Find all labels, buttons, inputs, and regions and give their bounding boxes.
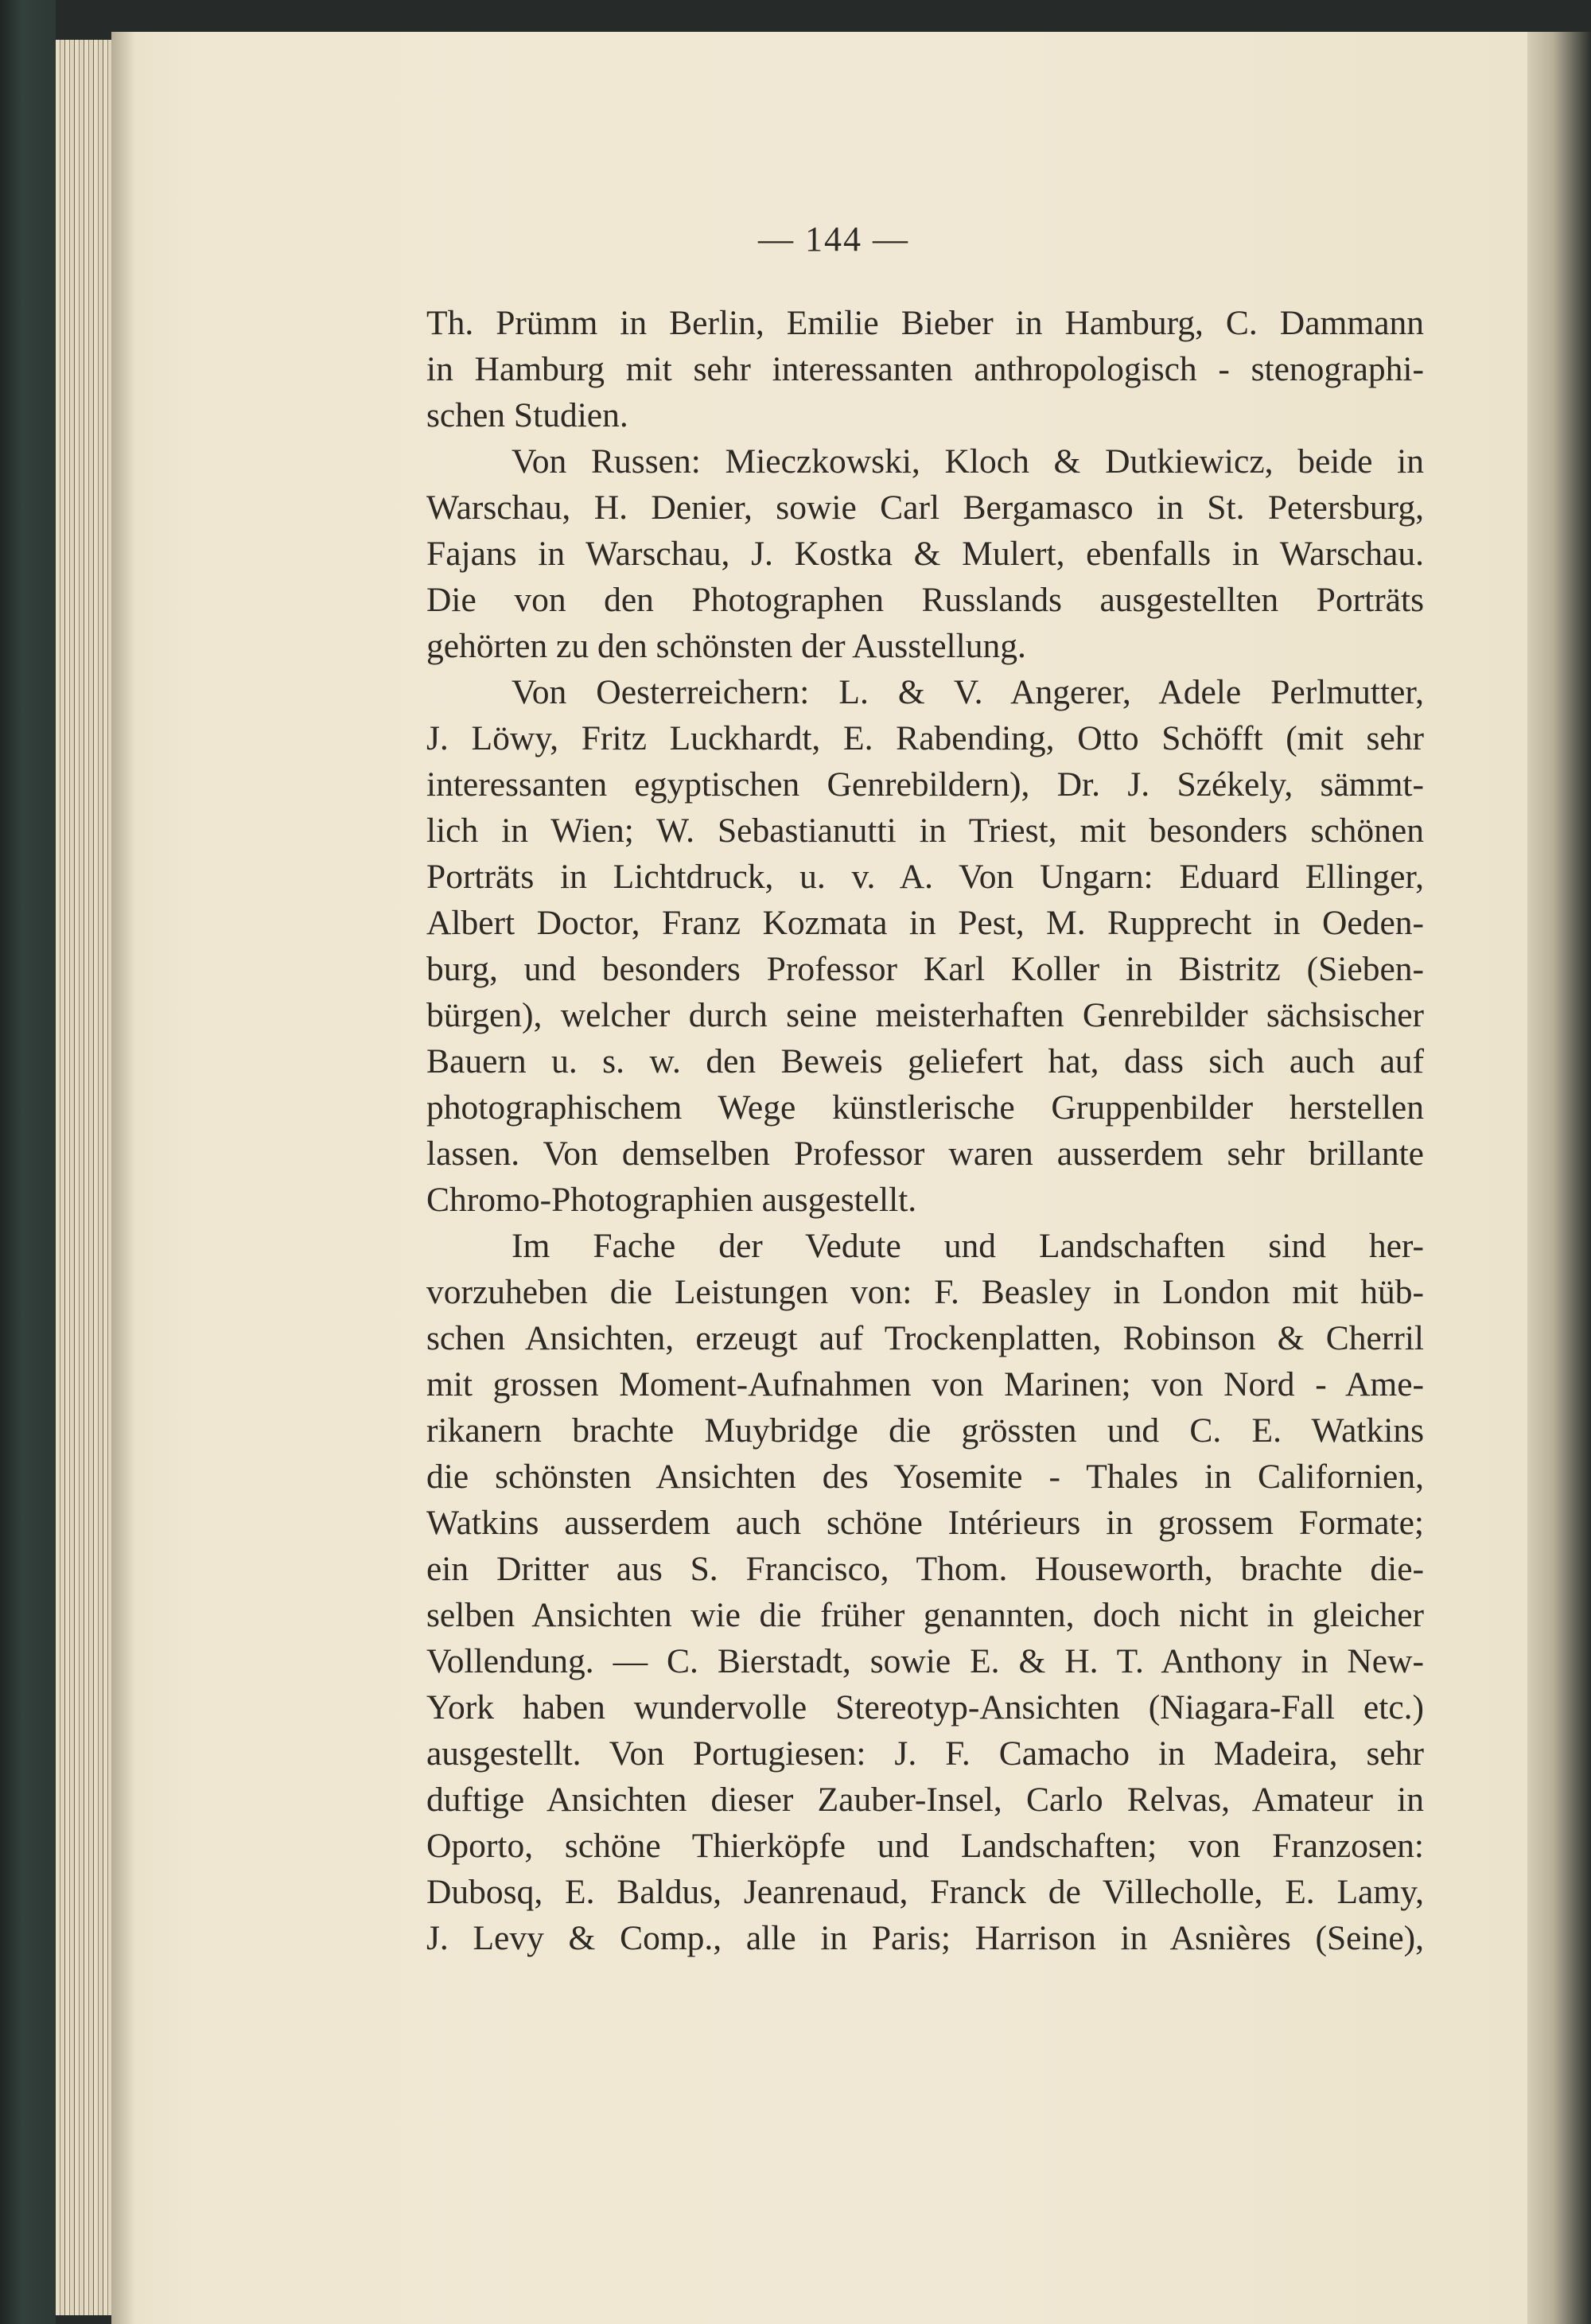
text-line: Albert Doctor, Franz Kozmata in Pest, M. Rupprecht in Oeden- <box>426 904 1424 942</box>
text-line: lassen. Von demselben Professor waren ausserdem sehr brillante <box>426 1135 1424 1173</box>
text-line: duftige Ansichten dieser Zauber-Insel, Carlo Relvas, Amateur in <box>426 1781 1424 1819</box>
page-right-edge <box>1527 32 1591 2324</box>
page-stack-edge <box>56 40 111 2315</box>
text-line: die schönsten Ansichten des Yosemite - Thales in Californien, <box>426 1458 1424 1496</box>
text-line: photographischem Wege künstlerische Gruppenbilder herstellen <box>426 1088 1424 1127</box>
text-line: lich in Wien; W. Sebastianutti in Triest, mit besonders schönen <box>426 812 1424 850</box>
text-line: Warschau, H. Denier, sowie Carl Bergamasco in St. Petersburg, <box>426 489 1424 527</box>
text-line: ein Dritter aus S. Francisco, Thom. Houseworth, brachte die- <box>426 1550 1424 1588</box>
text-line: selben Ansichten wie die früher genannten, doch nicht in gleicher <box>426 1596 1424 1634</box>
text-line: Im Fache der Vedute und Landschaften sind her- <box>512 1227 1424 1265</box>
text-line: Porträts in Lichtdruck, u. v. A. Von Ungarn: Eduard Ellinger, <box>426 858 1424 896</box>
text-line: J. Levy & Comp., alle in Paris; Harrison in Asnières (Seine), <box>426 1919 1424 1957</box>
text-line: interessanten egyptischen Genrebildern), Dr. J. Székely, sämmt- <box>426 765 1424 804</box>
text-line: Vollendung. — C. Bierstadt, sowie E. & H. T. Anthony in New- <box>426 1642 1424 1680</box>
page-number <box>0 219 1591 259</box>
text-line: Dubosq, E. Baldus, Jeanrenaud, Franck de Villecholle, E. Lamy, <box>426 1873 1424 1911</box>
body-text <box>426 300 1424 1961</box>
text-line: bürgen), welcher durch seine meisterhaften Genrebilder sächsischer <box>426 996 1424 1034</box>
text-line: rikanern brachte Muybridge die grössten und C. E. Watkins <box>426 1411 1424 1450</box>
book-cover-edge <box>0 0 56 2324</box>
text-line: in Hamburg mit sehr interessanten anthropologisch - stenographi- <box>426 350 1424 388</box>
text-line: Watkins ausserdem auch schöne Intérieurs in grossem Formate; <box>426 1504 1424 1542</box>
text-line: Chromo-Photographien ausgestellt. <box>426 1181 917 1219</box>
text-line: Th. Prümm in Berlin, Emilie Bieber in Hamburg, C. Dammann <box>426 304 1424 342</box>
gutter-shadow <box>111 32 135 2324</box>
text-line: mit grossen Moment-Aufnahmen von Marinen; von Nord - Ame- <box>426 1365 1424 1403</box>
text-line: burg, und besonders Professor Karl Koller in Bistritz (Sieben- <box>426 950 1424 988</box>
text-line: gehörten zu den schönsten der Ausstellung. <box>426 627 1026 665</box>
page-number-text: — 144 — <box>758 220 909 259</box>
text-line: schen Studien. <box>426 396 628 434</box>
text-line: York haben wundervolle Stereotyp-Ansichten (Niagara-Fall etc.) <box>426 1688 1424 1726</box>
text-line: Von Oesterreichern: L. & V. Angerer, Adele Perlmutter, <box>512 673 1424 711</box>
text-line: ausgestellt. Von Portugiesen: J. F. Camacho in Madeira, sehr <box>426 1734 1424 1773</box>
text-line: Bauern u. s. w. den Beweis geliefert hat, dass sich auch auf <box>426 1042 1424 1080</box>
text-line: schen Ansichten, erzeugt auf Trockenplatten, Robinson & Cherril <box>426 1319 1424 1357</box>
text-line: Die von den Photographen Russlands ausgestellten Porträts <box>426 581 1424 619</box>
text-line: Fajans in Warschau, J. Kostka & Mulert, ebenfalls in Warschau. <box>426 535 1424 573</box>
text-line: Oporto, schöne Thierköpfe und Landschaften; von Franzosen: <box>426 1827 1424 1865</box>
text-line: vorzuheben die Leistungen von: F. Beasley in London mit hüb- <box>426 1273 1424 1311</box>
text-line: Von Russen: Mieczkowski, Kloch & Dutkiewicz, beide in <box>512 442 1424 481</box>
text-line: J. Löwy, Fritz Luckhardt, E. Rabending, Otto Schöfft (mit sehr <box>426 719 1424 757</box>
